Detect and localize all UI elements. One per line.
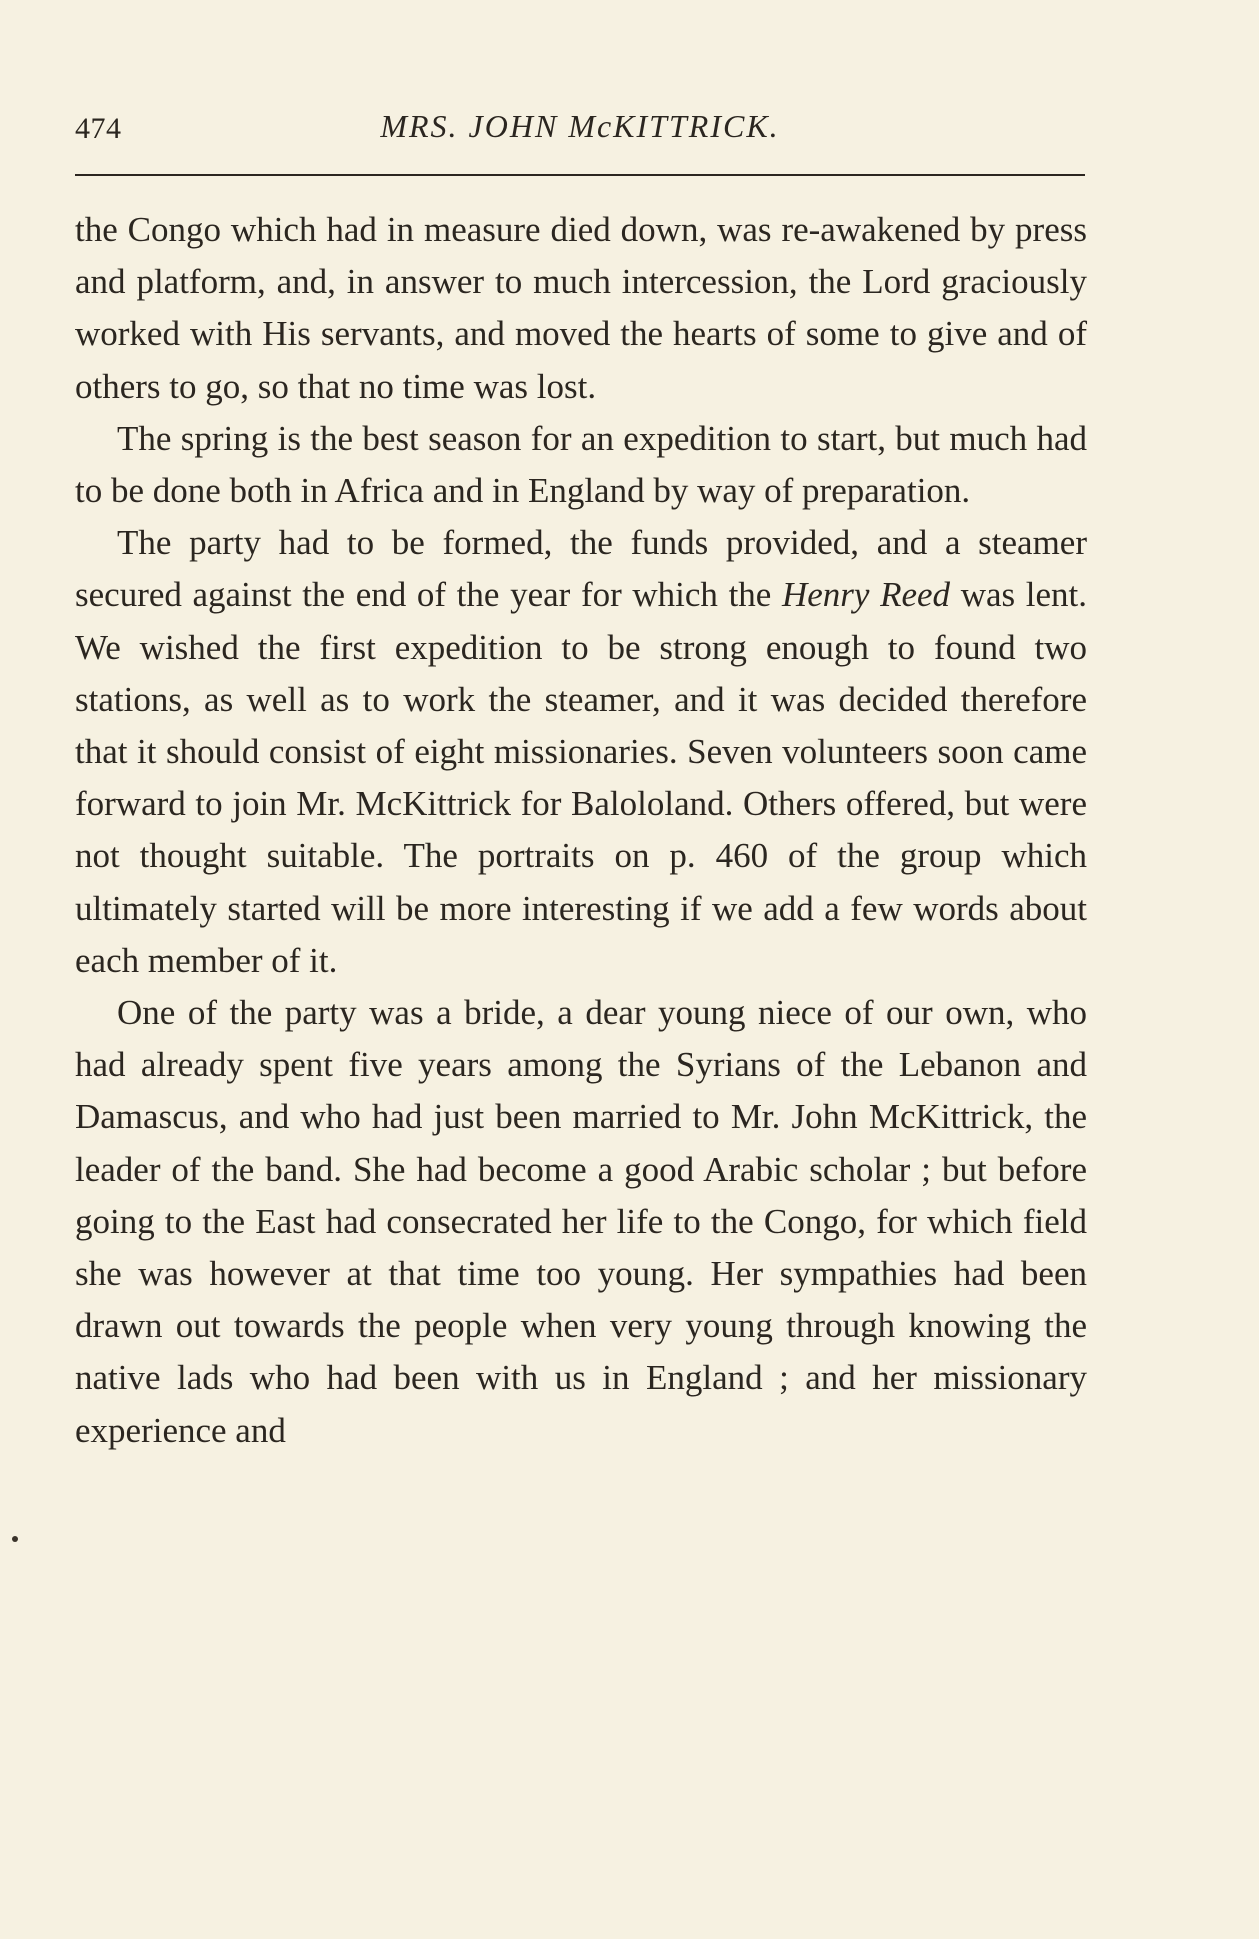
paragraph [75,517,1087,987]
paragraph-text: was lent. We wished the first expedition to be strong enough to found two stations, as well as to work the steamer, and it was decided therefore that it should consist of eight missionaries. Seven volunteers soon came forward to join Mr. McKittrick for Balololand. Others offered, but were not thought suitable. The portraits on p. 460 of the group which ultimately started will be more interesting if we add a few words about each member of it. [75,575,1087,980]
margin-dot [12,1536,18,1542]
body-text [75,204,1087,1457]
running-title: MRS. JOHN McKITTRICK. [380,108,780,144]
paragraph: The spring is the best season for an expedition to start, but much had to be done both in Africa and in England by way of preparation. [75,418,1087,511]
paragraph: One of the party was a bride, a dear young niece of our own, who had already spent five years among the Syrians of the Lebanon and Damascus, and who had just been married to Mr. John McKittrick, the leader of the band. She had become a good Arabic scholar ; but before going to the East had consecrated her life to the Congo, for which field she was however at that time too young. Her sympathies had been drawn out towards the people when very young through knowing the native lads who had been with us in England ; and her missionary experience and [75,993,1087,1450]
page-number: 474 [75,112,122,145]
running-head [75,108,1085,152]
paragraph: the Congo which had in measure died down, was re-awakened by press and platform, and, in answer to much intercession, the Lord graciously worked with His servants, and moved the hearts of some to give and of others to go, so that no time was lost. [75,210,1087,406]
header-rule [75,174,1085,176]
ship-name: Henry Reed [781,575,951,615]
paragraph-text: The party had to be formed, the funds provided, and a steamer secured against the end of the year for which the [75,523,1087,615]
